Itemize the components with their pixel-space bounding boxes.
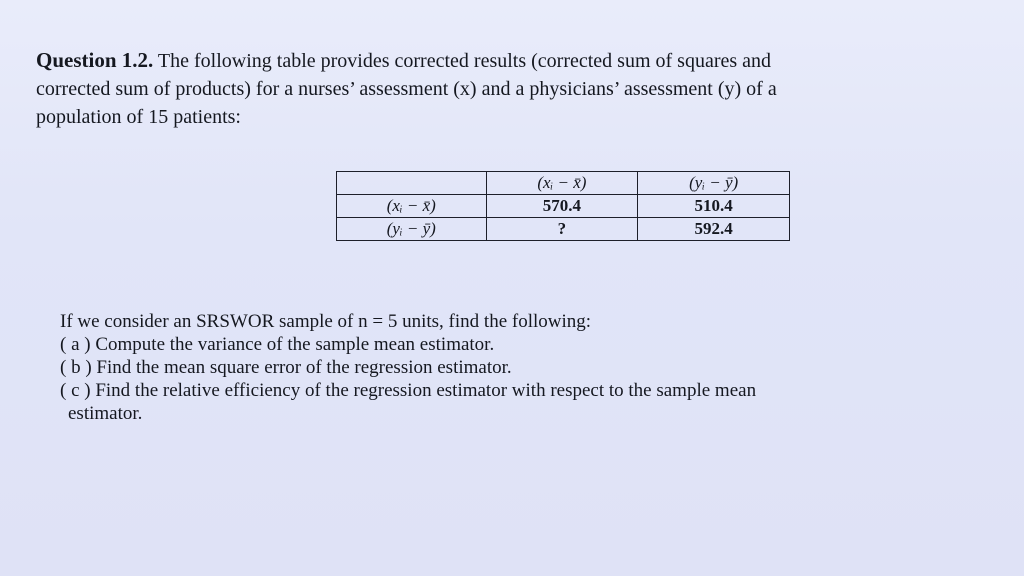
table-corner-cell (337, 172, 487, 195)
cell-yy: 592.4 (638, 218, 790, 241)
cell-xx: 570.4 (486, 195, 638, 218)
task-c: ( c ) Find the relative efficiency of the regression estimator with respect to the sample mean (60, 380, 757, 401)
corrected-sums-table (336, 171, 790, 241)
col-header-y: (yᵢ − ȳ) (638, 172, 790, 195)
row-header-y: (yᵢ − ȳ) (337, 218, 487, 241)
col-header-x: (xᵢ − x̄) (486, 172, 638, 195)
question-text-2: corrected sum of products) for a nurses’ assessment (x) and a physicians’ assessment (y) of a (36, 78, 777, 100)
question-header (36, 46, 1016, 131)
cell-yx: ? (486, 218, 638, 241)
table-row (337, 218, 790, 241)
question-text-1: The following table provides corrected results (corrected sum of squares and (157, 50, 772, 72)
row-header-x: (xᵢ − x̄) (337, 195, 487, 218)
task-intro: If we consider an SRSWOR sample of n = 5 units, find the following: (60, 311, 592, 332)
table-row (337, 195, 790, 218)
task-list (60, 310, 1010, 425)
table-header-row (337, 172, 790, 195)
task-a: ( a ) Compute the variance of the sample mean estimator. (60, 334, 495, 355)
question-line-1 (36, 46, 1016, 75)
question-label: Question 1.2. (36, 48, 154, 72)
question-text-3: population of 15 patients: (36, 106, 241, 128)
task-c-continued: estimator. (68, 403, 143, 424)
cell-xy: 510.4 (638, 195, 790, 218)
task-b: ( b ) Find the mean square error of the regression estimator. (60, 357, 512, 378)
